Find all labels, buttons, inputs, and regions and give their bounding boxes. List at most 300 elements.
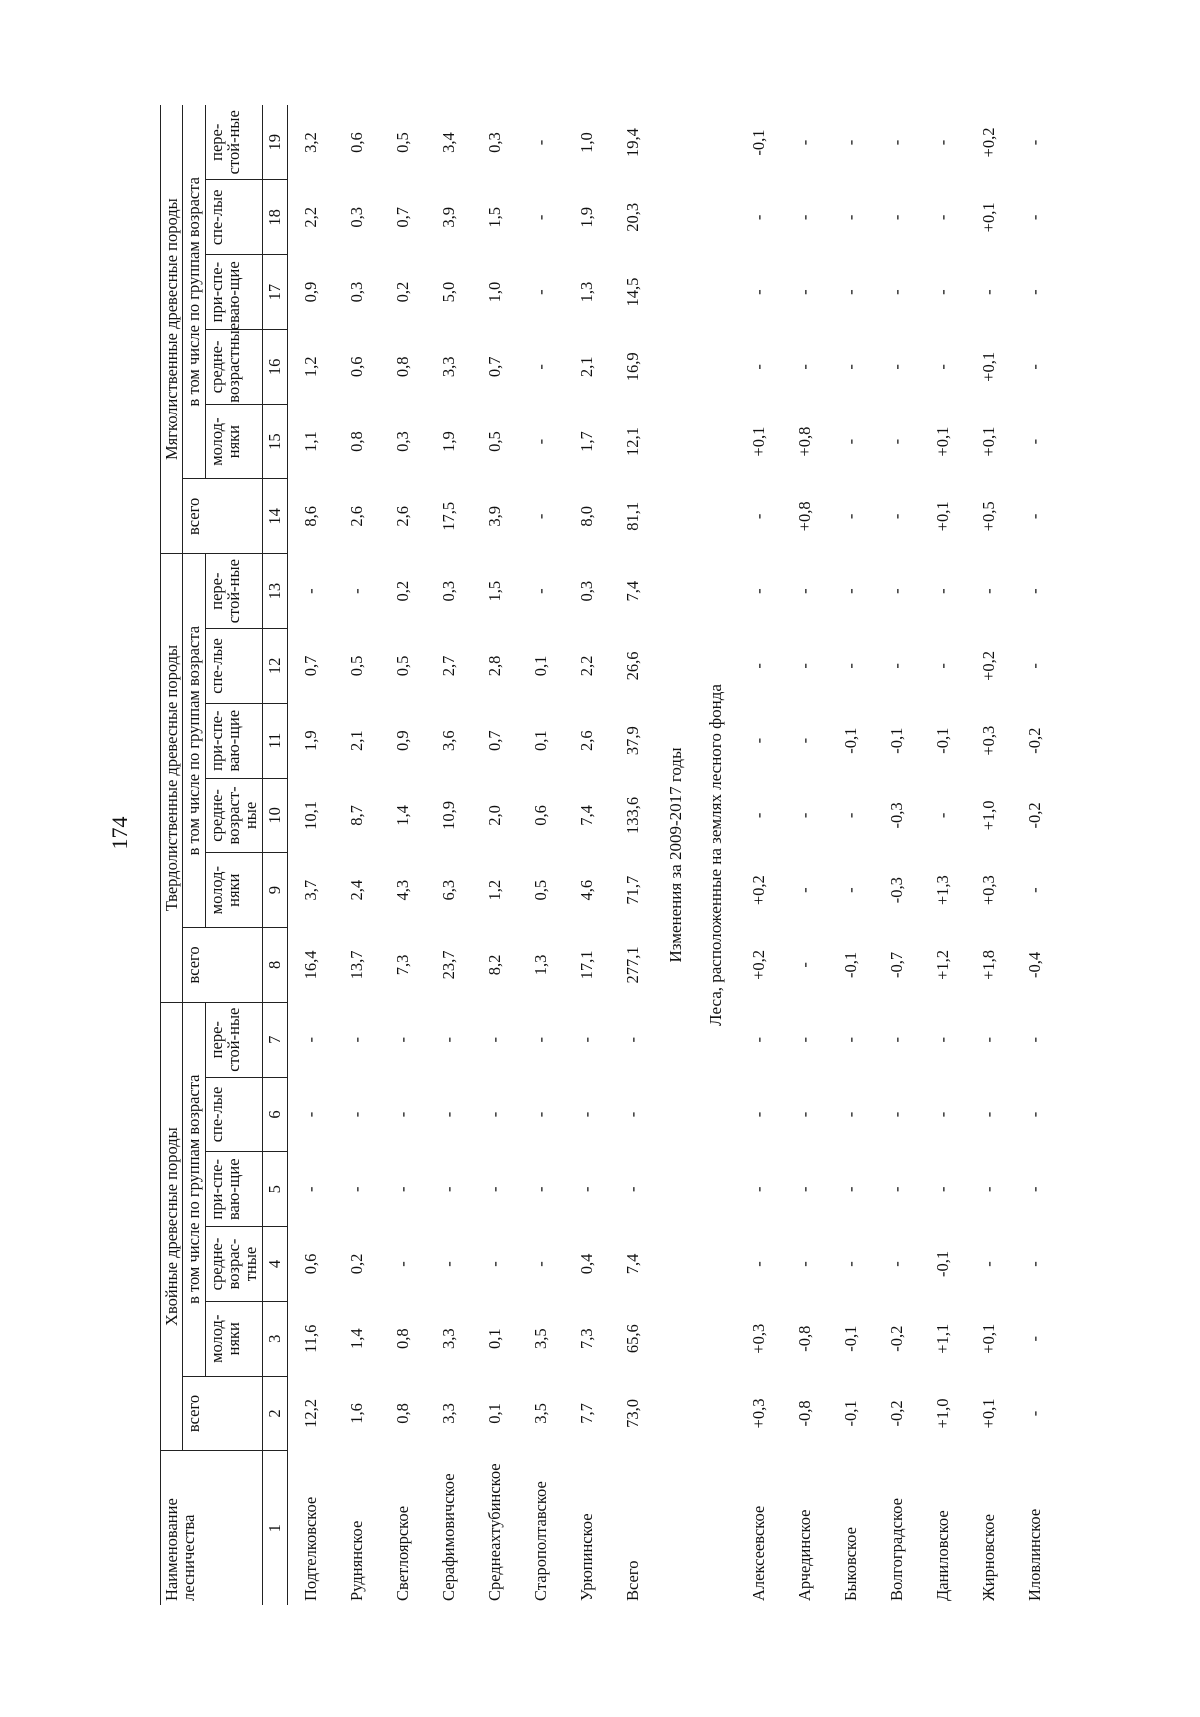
table-cell: 0,5 bbox=[530, 879, 550, 901]
table-cell: - bbox=[622, 1036, 642, 1043]
table-cell: - bbox=[932, 588, 952, 594]
table-cell: - bbox=[794, 962, 814, 968]
table-row bbox=[828, 105, 874, 1605]
table-row bbox=[966, 105, 1012, 1605]
table-cell: - bbox=[1024, 289, 1044, 295]
table-cell: - bbox=[1024, 1410, 1044, 1417]
table-cell: +0,3 bbox=[978, 875, 998, 906]
table-cell: - bbox=[748, 364, 768, 370]
table-cell: 3,3 bbox=[438, 1328, 458, 1350]
table-cell: -0,8 bbox=[794, 1325, 814, 1352]
table-cell: -0,1 bbox=[840, 1325, 860, 1352]
table-cell: +0,5 bbox=[978, 501, 998, 532]
table-cell: - bbox=[840, 364, 860, 370]
column-number: 16 bbox=[262, 329, 287, 404]
table-cell: 2,6 bbox=[346, 506, 366, 527]
table-cell: +0,1 bbox=[932, 501, 952, 532]
table-cell: - bbox=[886, 214, 906, 221]
table-cell: - bbox=[1024, 364, 1044, 370]
table-cell: - bbox=[932, 663, 952, 669]
column-number: 6 bbox=[262, 1077, 287, 1152]
table-cell: - bbox=[794, 364, 814, 370]
table-cell: 3,5 bbox=[530, 1403, 550, 1424]
table-cell: - bbox=[1024, 1036, 1044, 1043]
column-number: 11 bbox=[262, 703, 287, 778]
table-cell: 0,1 bbox=[484, 1403, 504, 1424]
table-cell: 0,1 bbox=[530, 730, 550, 751]
column-number: 15 bbox=[262, 404, 287, 479]
table-cell: - bbox=[794, 139, 814, 146]
table-cell: 133,6 bbox=[622, 796, 642, 834]
table-cell: - bbox=[932, 289, 952, 295]
table-cell: - bbox=[886, 1261, 906, 1267]
table-row bbox=[1012, 105, 1058, 1605]
header-age-middle: средне-возрастные bbox=[205, 329, 262, 404]
forestry-name: Серафимовичское bbox=[438, 1473, 458, 1601]
table-row bbox=[287, 105, 334, 1605]
table-cell: 10,1 bbox=[300, 800, 320, 830]
table-cell: +0,2 bbox=[748, 949, 768, 980]
header-age-overmature: пере-стой-ные bbox=[205, 554, 262, 629]
column-number: 19 bbox=[262, 105, 287, 180]
table-row bbox=[426, 105, 472, 1605]
table-cell: 37,9 bbox=[622, 726, 642, 756]
table-cell: 8,2 bbox=[484, 954, 504, 976]
table-cell: - bbox=[392, 1261, 412, 1267]
table-cell: - bbox=[748, 1261, 768, 1267]
column-number: 14 bbox=[262, 479, 287, 554]
table-cell: 1,4 bbox=[346, 1328, 366, 1350]
header-total: всего bbox=[183, 1376, 262, 1451]
table-cell: 0,8 bbox=[392, 1403, 412, 1424]
table-cell: -0,2 bbox=[886, 1400, 906, 1427]
column-number: 2 bbox=[262, 1376, 287, 1451]
section-caption-row bbox=[696, 105, 736, 1605]
column-number: 10 bbox=[262, 778, 287, 853]
table-cell: 4,6 bbox=[576, 879, 596, 901]
header-age-young: молод-няки bbox=[205, 853, 262, 928]
table-cell: 11,6 bbox=[300, 1324, 320, 1353]
table-cell: -0,2 bbox=[1024, 727, 1044, 754]
table-cell: - bbox=[346, 1036, 366, 1043]
header-age-premature: при-спе-ваю-щие bbox=[205, 255, 262, 330]
table-cell: - bbox=[300, 1186, 320, 1192]
table-cell: - bbox=[840, 139, 860, 146]
table-cell: - bbox=[794, 887, 814, 893]
table-cell: - bbox=[484, 1111, 504, 1118]
table-cell: 0,3 bbox=[392, 431, 412, 452]
header-total: всего bbox=[183, 928, 262, 1003]
table-cell: 1,0 bbox=[576, 132, 596, 153]
table-cell: 19,4 bbox=[622, 128, 642, 157]
table-cell: -0,7 bbox=[886, 951, 906, 978]
header-age-mature: спе-лые bbox=[205, 629, 262, 704]
table-cell: 0,5 bbox=[484, 431, 504, 452]
table-cell: 7,3 bbox=[392, 954, 412, 976]
forestry-name: Подтелковское bbox=[300, 1496, 320, 1601]
table-cell: - bbox=[840, 1111, 860, 1118]
table-cell: +0,3 bbox=[748, 1323, 768, 1354]
header-age-young: молод-няки bbox=[205, 404, 262, 479]
table-cell: - bbox=[300, 1036, 320, 1043]
table-cell: - bbox=[622, 1111, 642, 1118]
table-cell: +1,0 bbox=[978, 800, 998, 831]
header-name-col: Наименование лесничества bbox=[161, 1451, 263, 1605]
table-cell: - bbox=[840, 1261, 860, 1267]
table-cell: - bbox=[530, 1186, 550, 1192]
table-cell: 0,3 bbox=[438, 580, 458, 602]
table-cell: +0,8 bbox=[794, 426, 814, 457]
header-age-mature: спе-лые bbox=[205, 1077, 262, 1152]
table-cell: 2,0 bbox=[484, 805, 504, 826]
table-cell: - bbox=[932, 214, 952, 221]
table-cell: 3,3 bbox=[438, 356, 458, 378]
header-hardwood: Твердолиственные древесные породы bbox=[161, 554, 183, 1003]
table-cell: - bbox=[932, 1036, 952, 1043]
forestry-name: Всего bbox=[622, 1560, 642, 1601]
forestry-name: Волгоградское bbox=[886, 1498, 906, 1601]
table-cell: - bbox=[748, 663, 768, 669]
table-cell: - bbox=[300, 1111, 320, 1118]
table-cell: 0,3 bbox=[346, 281, 366, 303]
table-cell: - bbox=[1024, 513, 1044, 520]
forestry-name: Руднянское bbox=[346, 1520, 366, 1601]
table-cell: +0,2 bbox=[978, 650, 998, 681]
table-cell: -0,2 bbox=[1024, 802, 1044, 829]
table-cell: 0,3 bbox=[576, 580, 596, 602]
table-cell: +1,2 bbox=[932, 949, 952, 980]
table-cell: +0,1 bbox=[978, 351, 998, 382]
table-cell: 4,3 bbox=[392, 879, 412, 901]
table-cell: - bbox=[530, 289, 550, 295]
table-cell: 1,1 bbox=[300, 431, 320, 452]
table-cell: 0,6 bbox=[300, 1253, 320, 1275]
table-cell: - bbox=[886, 139, 906, 146]
table-cell: -0,3 bbox=[886, 877, 906, 904]
table-cell: -0,1 bbox=[932, 727, 952, 754]
table-cell: +1,8 bbox=[978, 949, 998, 980]
table-cell: - bbox=[794, 289, 814, 295]
header-age-premature: при-спе-ваю-щие bbox=[205, 703, 262, 778]
table-cell: - bbox=[794, 1111, 814, 1118]
header-total: всего bbox=[183, 479, 262, 554]
table-cell: 13,7 bbox=[346, 950, 366, 980]
table-cell: 17,1 bbox=[576, 950, 596, 980]
table-cell: -0,4 bbox=[1024, 951, 1044, 978]
table-cell: - bbox=[886, 364, 906, 370]
table-cell: 0,8 bbox=[392, 356, 412, 378]
table-cell: 2,7 bbox=[438, 655, 458, 677]
table-row bbox=[564, 105, 610, 1605]
table-cell: +1,3 bbox=[932, 875, 952, 906]
table-cell: - bbox=[886, 513, 906, 520]
table-cell: - bbox=[978, 1261, 998, 1267]
table-cell: - bbox=[886, 1036, 906, 1043]
table-cell: - bbox=[840, 214, 860, 221]
column-number: 17 bbox=[262, 255, 287, 330]
table-row bbox=[518, 105, 564, 1605]
table-cell: - bbox=[1024, 214, 1044, 221]
table-cell: - bbox=[530, 588, 550, 594]
table-cell: - bbox=[794, 1036, 814, 1043]
table-cell: 1,9 bbox=[438, 431, 458, 452]
table-row bbox=[920, 105, 966, 1605]
table-cell: +0,1 bbox=[978, 1398, 998, 1429]
table-cell: 1,9 bbox=[576, 207, 596, 228]
table-cell: 16,4 bbox=[300, 950, 320, 980]
table-cell: - bbox=[840, 812, 860, 819]
section-caption-row bbox=[656, 105, 696, 1605]
table-cell: - bbox=[1024, 139, 1044, 146]
table-cell: - bbox=[932, 1186, 952, 1192]
column-number: 9 bbox=[262, 853, 287, 928]
table-cell: - bbox=[748, 1111, 768, 1118]
table-row bbox=[334, 105, 380, 1605]
column-number: 5 bbox=[262, 1152, 287, 1227]
table-cell: 7,3 bbox=[576, 1328, 596, 1350]
table-cell: 1,3 bbox=[530, 954, 550, 976]
table-cell: -0,2 bbox=[886, 1325, 906, 1352]
table-cell: - bbox=[794, 812, 814, 819]
table-cell: -0,1 bbox=[840, 727, 860, 754]
forest-age-table bbox=[160, 105, 1058, 1605]
table-cell: +0,2 bbox=[978, 127, 998, 158]
table-cell: 8,6 bbox=[300, 506, 320, 527]
forestry-name: Старополтавское bbox=[530, 1481, 550, 1601]
table-cell: - bbox=[530, 513, 550, 520]
table-cell: +0,1 bbox=[978, 1323, 998, 1354]
table-body bbox=[287, 105, 1058, 1605]
table-cell: +0,1 bbox=[978, 202, 998, 233]
header-in-number: в том числе по группам возраста bbox=[183, 105, 205, 479]
table-cell: 1,5 bbox=[484, 580, 504, 602]
table-cell: - bbox=[886, 588, 906, 594]
table-cell: - bbox=[530, 214, 550, 221]
table-row bbox=[874, 105, 920, 1605]
table-cell: - bbox=[932, 1111, 952, 1118]
table-cell: - bbox=[530, 1111, 550, 1118]
table-cell: 0,5 bbox=[392, 132, 412, 153]
column-number: 7 bbox=[262, 1002, 287, 1077]
table-cell: - bbox=[484, 1186, 504, 1192]
forestry-name: Иловлинское bbox=[1024, 1508, 1044, 1601]
table-cell: 7,4 bbox=[622, 580, 642, 602]
table-cell: +0,3 bbox=[748, 1398, 768, 1429]
table-cell: - bbox=[530, 1036, 550, 1043]
header-age-overmature: пере-стой-ные bbox=[205, 1002, 262, 1077]
table-cell: -0,1 bbox=[748, 129, 768, 156]
table-cell: 2,1 bbox=[346, 730, 366, 751]
table-cell: 0,2 bbox=[392, 281, 412, 303]
table-cell: - bbox=[840, 1186, 860, 1192]
table-cell: 0,7 bbox=[392, 207, 412, 228]
table-cell: 0,6 bbox=[346, 356, 366, 378]
table-cell: - bbox=[530, 438, 550, 445]
column-number: 18 bbox=[262, 180, 287, 255]
table-cell: 2,2 bbox=[300, 207, 320, 228]
table-cell: +0,2 bbox=[748, 875, 768, 906]
table-cell: - bbox=[840, 289, 860, 295]
table-cell: 0,2 bbox=[346, 1253, 366, 1275]
table-cell: - bbox=[748, 588, 768, 594]
forestry-name: Быковское bbox=[840, 1527, 860, 1601]
table-cell: 1,7 bbox=[576, 431, 596, 452]
table-cell: - bbox=[794, 737, 814, 744]
table-cell: - bbox=[978, 1186, 998, 1192]
table-cell: - bbox=[392, 1186, 412, 1192]
table-cell: 1,2 bbox=[300, 356, 320, 378]
table-cell: - bbox=[530, 1261, 550, 1267]
table-cell: - bbox=[932, 139, 952, 146]
table-cell: 71,7 bbox=[622, 875, 642, 905]
table-cell: 20,3 bbox=[622, 202, 642, 232]
table-cell: 0,1 bbox=[484, 1328, 504, 1350]
table-row bbox=[782, 105, 828, 1605]
table-cell: - bbox=[1024, 887, 1044, 893]
column-number: 1 bbox=[262, 1451, 287, 1605]
table-cell: 8,0 bbox=[576, 506, 596, 527]
table-cell: 0,9 bbox=[300, 281, 320, 303]
table-cell: +0,8 bbox=[794, 501, 814, 532]
table-cell: 7,4 bbox=[622, 1253, 642, 1275]
header-age-premature: при-спе-ваю-щие bbox=[205, 1152, 262, 1227]
table-cell: -0,1 bbox=[886, 727, 906, 754]
table-cell: 73,0 bbox=[622, 1399, 642, 1428]
forestry-name: Арчединское bbox=[794, 1509, 814, 1601]
table-cell: - bbox=[1024, 1335, 1044, 1342]
table-cell: 5,0 bbox=[438, 281, 458, 303]
table-cell: 0,8 bbox=[392, 1328, 412, 1350]
table-row bbox=[380, 105, 426, 1605]
table-cell: -0,8 bbox=[794, 1400, 814, 1427]
table-cell: - bbox=[1024, 438, 1044, 445]
table-cell: - bbox=[576, 1036, 596, 1043]
page-number: 174 bbox=[107, 816, 132, 850]
table-cell: 12,1 bbox=[622, 427, 642, 457]
table-cell: 0,8 bbox=[346, 431, 366, 452]
table-cell: 0,5 bbox=[392, 655, 412, 677]
table-cell: - bbox=[576, 1111, 596, 1118]
table-cell: 1,9 bbox=[300, 730, 320, 751]
table-cell: - bbox=[438, 1111, 458, 1118]
table-cell: - bbox=[438, 1186, 458, 1192]
column-number: 3 bbox=[262, 1301, 287, 1376]
table-cell: - bbox=[886, 438, 906, 445]
table-cell: 3,4 bbox=[438, 132, 458, 153]
table-cell: 3,9 bbox=[438, 207, 458, 228]
table-cell: 17,5 bbox=[438, 501, 458, 531]
table-cell: - bbox=[438, 1036, 458, 1043]
table-cell: 0,3 bbox=[346, 207, 366, 228]
table-cell: - bbox=[840, 663, 860, 669]
table-cell: +0,1 bbox=[748, 426, 768, 457]
column-number-row bbox=[262, 105, 287, 1605]
column-number: 4 bbox=[262, 1227, 287, 1302]
table-cell: - bbox=[748, 214, 768, 221]
table-cell: - bbox=[840, 1036, 860, 1043]
table-cell: +0,1 bbox=[978, 426, 998, 457]
table-cell: 81,1 bbox=[622, 501, 642, 531]
column-number: 8 bbox=[262, 928, 287, 1003]
table-cell: - bbox=[886, 289, 906, 295]
table-cell: 2,8 bbox=[484, 655, 504, 677]
table-cell: 14,5 bbox=[622, 277, 642, 307]
table-cell: - bbox=[748, 737, 768, 744]
table-cell: -0,1 bbox=[932, 1250, 952, 1278]
table-cell: 16,9 bbox=[622, 352, 642, 382]
table-cell: -0,3 bbox=[886, 802, 906, 829]
column-number: 12 bbox=[262, 629, 287, 704]
header-softwood: Мягколиственные древесные породы bbox=[161, 105, 183, 554]
table-cell: - bbox=[886, 1186, 906, 1192]
table-cell: - bbox=[886, 1111, 906, 1118]
forestry-name: Среднеахтубинское bbox=[484, 1463, 504, 1601]
table-cell: - bbox=[748, 289, 768, 295]
table-cell: 0,9 bbox=[392, 730, 412, 751]
table-cell: - bbox=[1024, 663, 1044, 669]
table-cell: 1,5 bbox=[484, 207, 504, 228]
table-cell: - bbox=[794, 663, 814, 669]
table-cell: - bbox=[530, 364, 550, 370]
table-cell: 1,4 bbox=[392, 805, 412, 826]
header-in-number: в том числе по группам возраста bbox=[183, 554, 205, 928]
table-cell: 6,3 bbox=[438, 879, 458, 901]
table-cell: - bbox=[840, 438, 860, 445]
table-cell: - bbox=[346, 1186, 366, 1192]
table-cell: 2,2 bbox=[576, 655, 596, 677]
header-age-mature: спе-лые bbox=[205, 180, 262, 255]
table-cell: 0,4 bbox=[576, 1253, 596, 1275]
table-cell: - bbox=[1024, 1111, 1044, 1118]
header-age-middle: средне-возрас-тные bbox=[205, 1227, 262, 1302]
table-cell: 3,9 bbox=[484, 506, 504, 527]
table-cell: 0,7 bbox=[300, 655, 320, 677]
table-cell: 3,5 bbox=[530, 1328, 550, 1350]
table-cell: 1,2 bbox=[484, 879, 504, 901]
table-cell: - bbox=[1024, 1186, 1044, 1192]
table-cell: +0,3 bbox=[978, 725, 998, 756]
table-row bbox=[736, 105, 782, 1605]
table-cell: 65,6 bbox=[622, 1324, 642, 1354]
table-row bbox=[610, 105, 656, 1605]
table-cell: 26,6 bbox=[622, 651, 642, 681]
table-cell: - bbox=[300, 588, 320, 594]
table-cell: - bbox=[438, 1261, 458, 1267]
table-cell: 0,7 bbox=[484, 730, 504, 751]
table-cell: 0,6 bbox=[530, 805, 550, 826]
table-cell: 3,7 bbox=[300, 879, 320, 901]
table-cell: - bbox=[748, 1036, 768, 1043]
table-cell: -0,1 bbox=[840, 951, 860, 978]
table-cell: - bbox=[978, 289, 998, 295]
table-cell: - bbox=[794, 214, 814, 221]
table-cell: - bbox=[978, 588, 998, 594]
rotated-table-wrapper bbox=[160, 105, 1200, 1605]
table-cell: - bbox=[484, 1036, 504, 1043]
table-cell: 10,9 bbox=[438, 800, 458, 830]
table-cell: - bbox=[794, 588, 814, 594]
header-conifer: Хвойные древесные породы bbox=[161, 1002, 183, 1451]
column-number: 13 bbox=[262, 554, 287, 629]
section-caption: Изменения за 2009-2017 годы bbox=[665, 747, 685, 963]
table-cell: 8,7 bbox=[346, 805, 366, 826]
table-cell: - bbox=[978, 1036, 998, 1043]
table-cell: 1,0 bbox=[484, 281, 504, 303]
table-cell: 1,6 bbox=[346, 1403, 366, 1424]
table-cell: - bbox=[346, 1111, 366, 1118]
table-cell: 0,1 bbox=[530, 655, 550, 677]
table-cell: 0,7 bbox=[484, 356, 504, 378]
